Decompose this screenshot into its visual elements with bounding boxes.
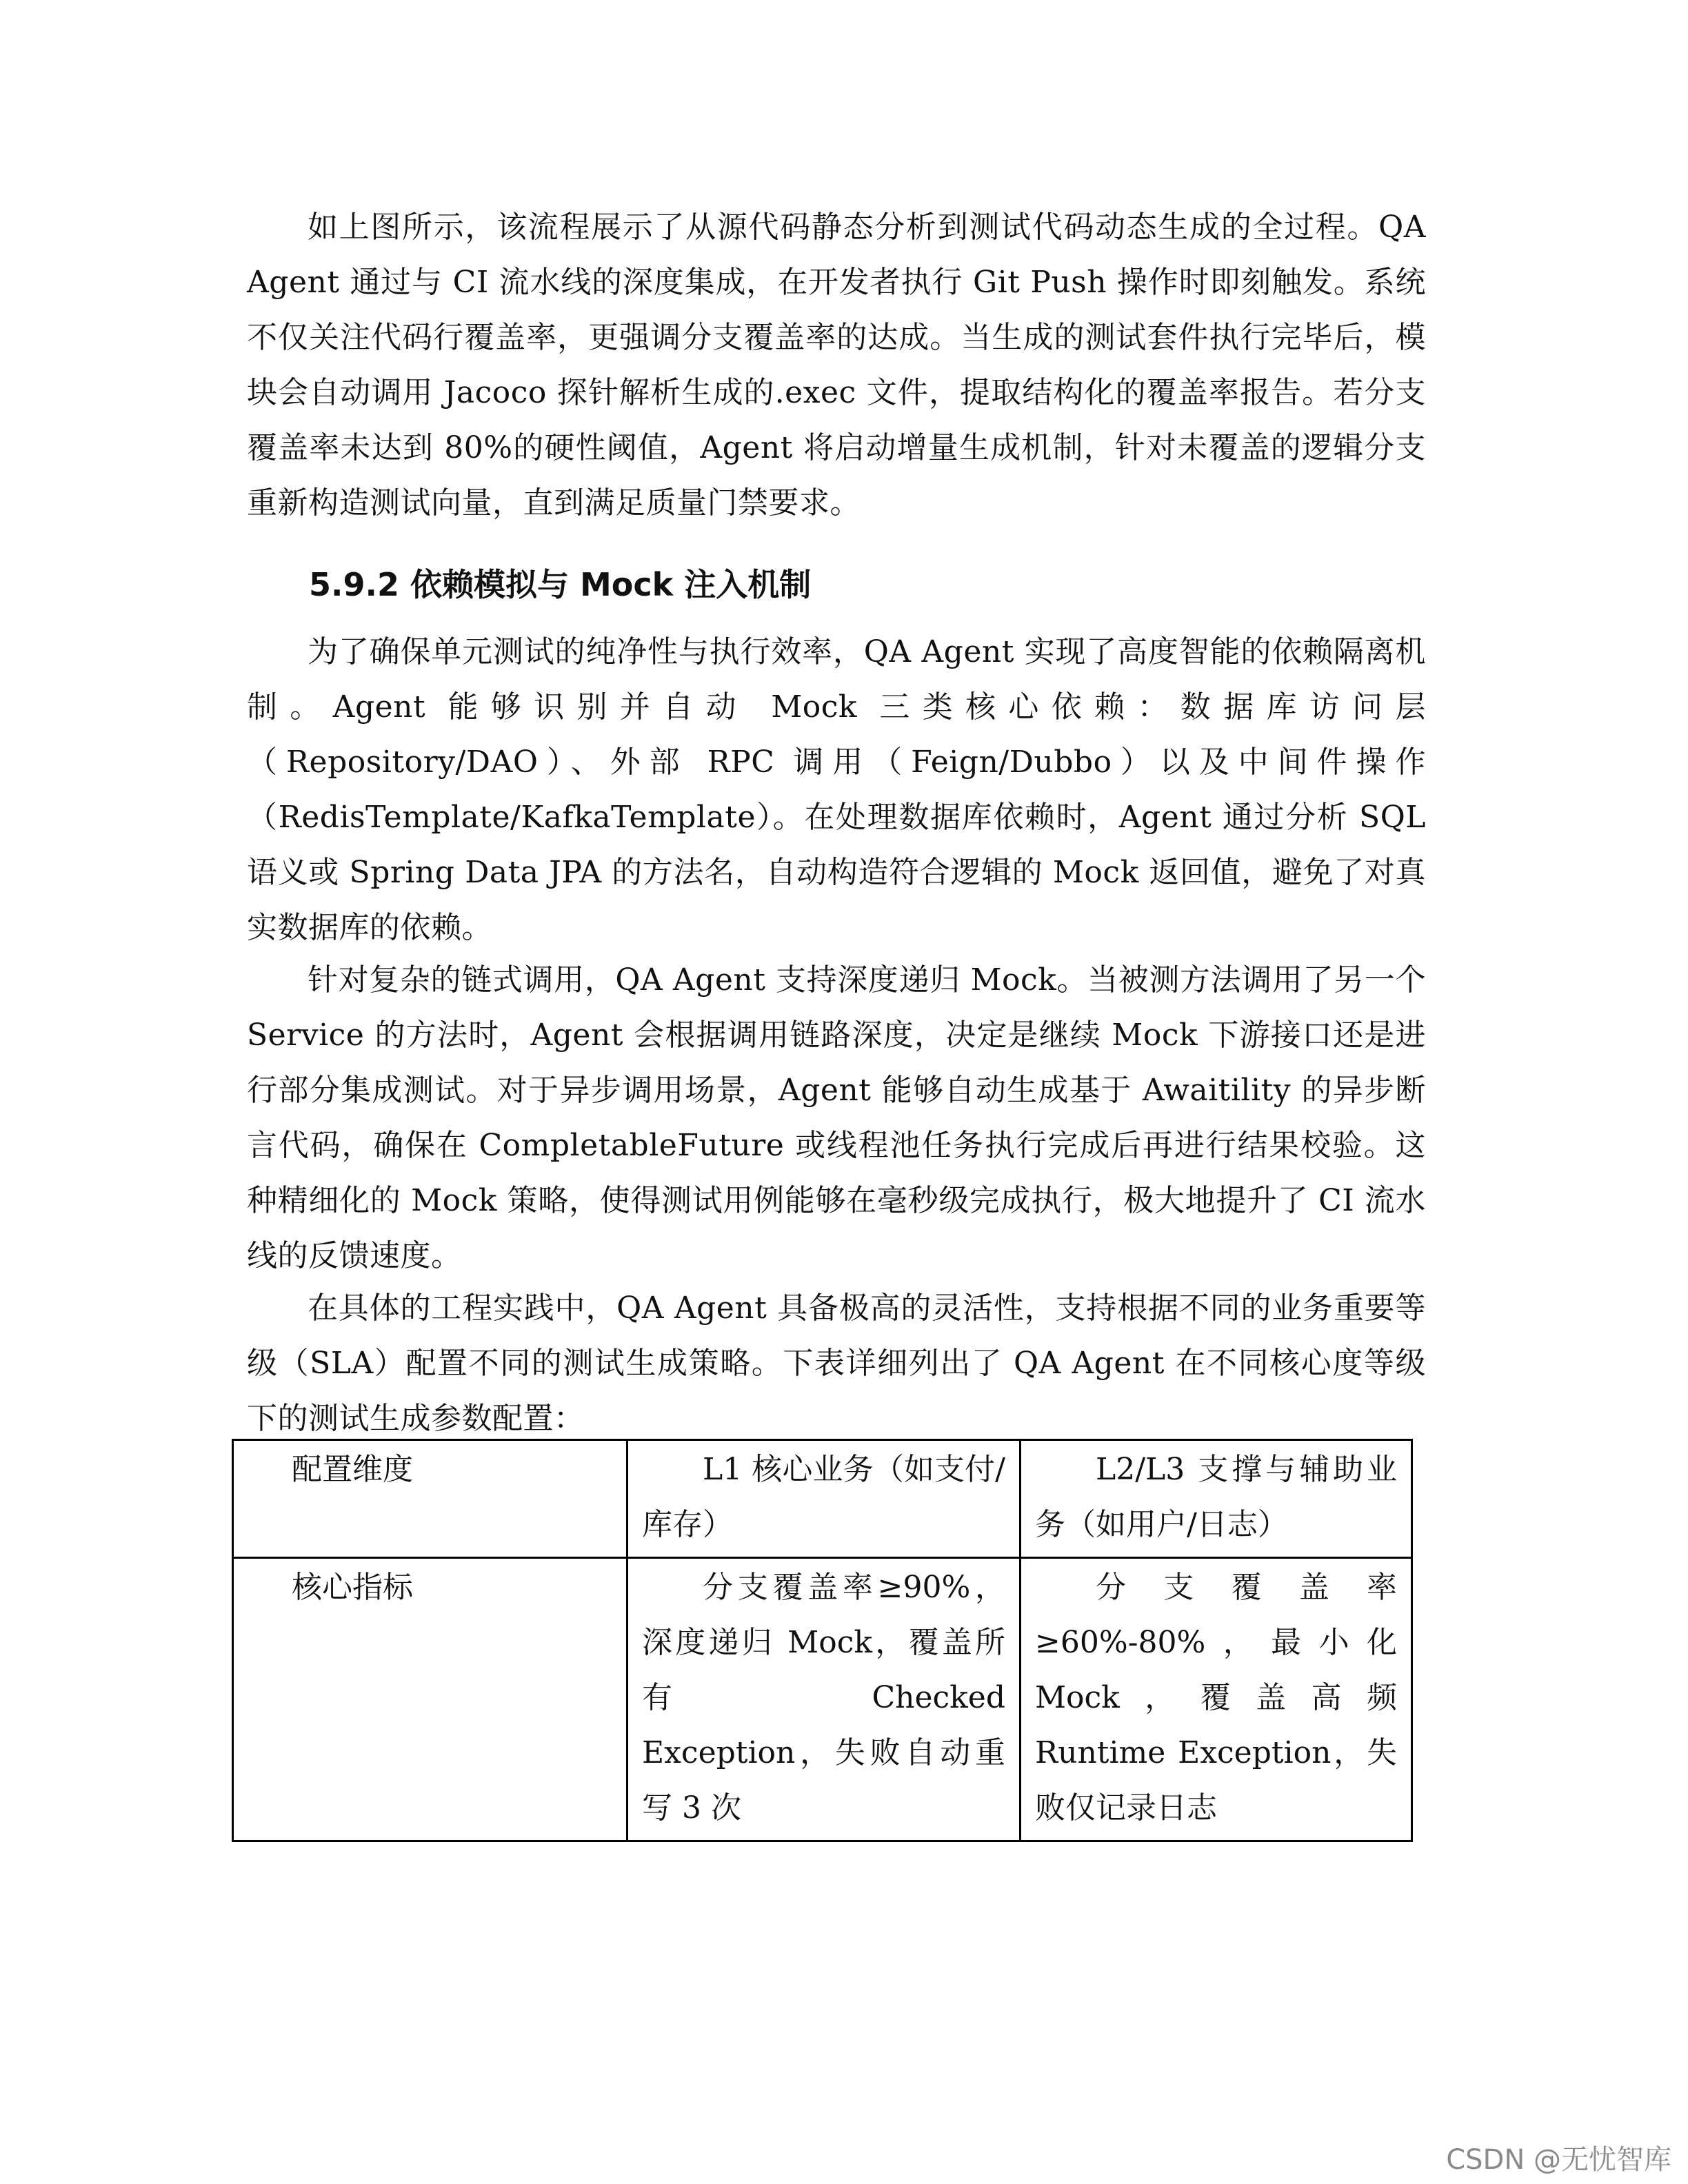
sla-config-table bbox=[232, 1439, 1413, 1842]
table-cell: 核心指标 bbox=[233, 1558, 627, 1841]
section-heading: 5.9.2 依赖模拟与 Mock 注入机制 bbox=[309, 566, 812, 603]
watermark: CSDN @无忧智库 bbox=[1446, 2144, 1671, 2176]
paragraph-recursive-mock: 针对复杂的链式调用，QA Agent 支持深度递归 Mock。当被测方法调用了另一个 Service 的方法时，Agent 会根据调用链路深度，决定是继续 Mock 下游接口还是进行部分集成测试。对于异步调用场景，Agent 能够自动生成基于 Awaitility 的异步断言代码，确保在 CompletableFuture 或线程池任务执行完成后再进行结果校验。这种精细化的 Mock 策略，使得测试用例能够在毫秒级完成执行，极大地提升了 CI 流水线的反馈速度。 bbox=[247, 962, 1426, 1273]
table-header-cell: L2/L3 支撑与辅助业务（如用户/日志） bbox=[1021, 1440, 1412, 1558]
table-header-cell: L1 核心业务（如支付/库存） bbox=[627, 1440, 1021, 1558]
paragraph-dependency-isolation: 为了确保单元测试的纯净性与执行效率，QA Agent 实现了高度智能的依赖隔离机制。Agent 能够识别并自动 Mock 三类核心依赖：数据库访问层（Repository/DAO）、外部 RPC 调用（Feign/Dubbo）以及中间件操作（RedisTemplate/KafkaTemplate）。在处理数据库依赖时，Agent 通过分析 SQL 语义或 Spring Data JPA 的方法名，自动构造符合逻辑的 Mock 返回值，避免了对真实数据库的依赖。 bbox=[247, 634, 1426, 945]
table-header-row bbox=[233, 1440, 1412, 1558]
table-cell: 分支覆盖率≥90%，深度递归 Mock，覆盖所有 Checked Exception，失败自动重写 3 次 bbox=[627, 1558, 1021, 1841]
paragraph-sla-config: 在具体的工程实践中，QA Agent 具备极高的灵活性，支持根据不同的业务重要等级（SLA）配置不同的测试生成策略。下表详细列出了 QA Agent 在不同核心度等级下的测试生成参数配置： bbox=[247, 1291, 1426, 1436]
table-header-cell: 配置维度 bbox=[233, 1440, 627, 1558]
table-row bbox=[233, 1558, 1412, 1841]
table-cell: 分支覆盖率≥60%-80%，最小化 Mock，覆盖高频 Runtime Exception，失败仅记录日志 bbox=[1021, 1558, 1412, 1841]
paragraph-flow-overview: 如上图所示，该流程展示了从源代码静态分析到测试代码动态生成的全过程。QA Agent 通过与 CI 流水线的深度集成，在开发者执行 Git Push 操作时即刻触发。系统不仅关注代码行覆盖率，更强调分支覆盖率的达成。当生成的测试套件执行完毕后，模块会自动调用 Jacoco 探针解析生成的.exec 文件，提取结构化的覆盖率报告。若分支覆盖率未达到 80%的硬性阈值，Agent 将启动增量生成机制，针对未覆盖的逻辑分支重新构造测试向量，直到满足质量门禁要求。 bbox=[247, 210, 1426, 520]
